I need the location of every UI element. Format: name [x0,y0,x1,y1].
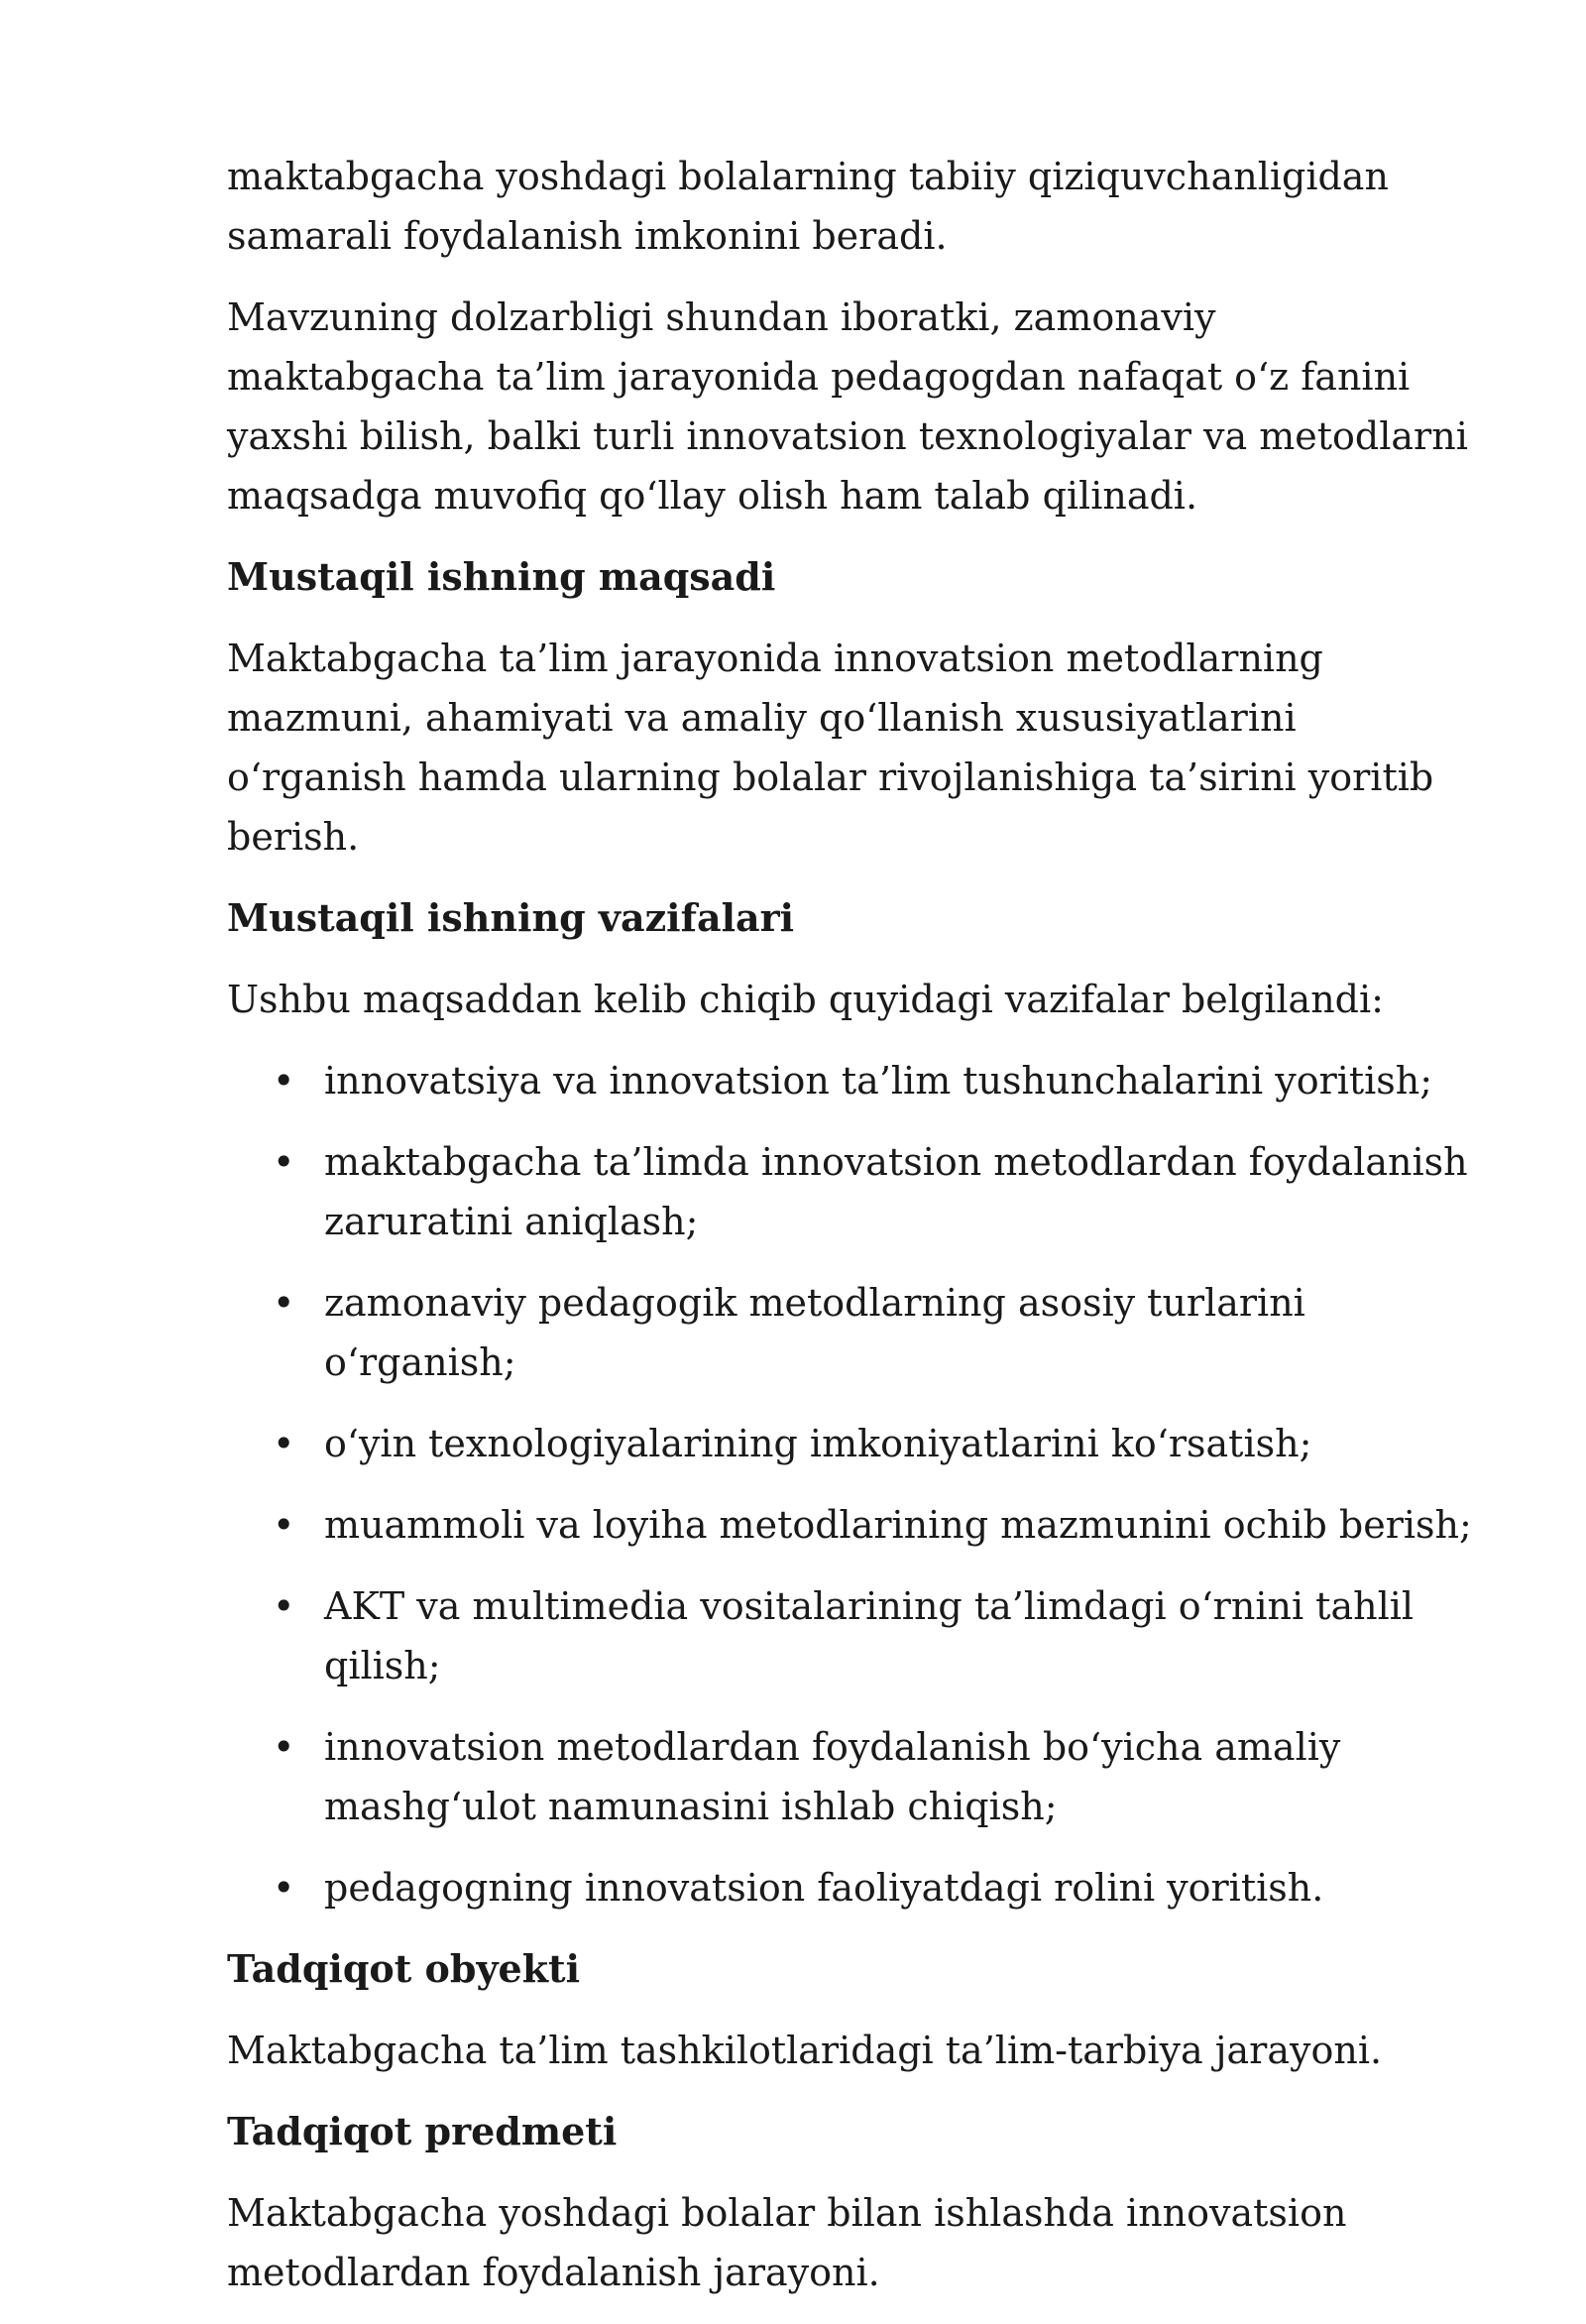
list-item [273,1273,1476,1392]
bullet-icon: • [273,1725,295,1769]
object-paragraph: Maktabgacha ta’lim tashkilotlaridagi ta’lim-tarbiya jarayoni. [227,2029,1383,2072]
bullet-icon: • [273,1503,295,1547]
list-item-text: AKT va multimedia vositalarining ta’limdagi o‘rnini tahlil qilish; [324,1584,1415,1687]
list-item [273,1051,1476,1110]
goal-paragraph: Maktabgacha ta’lim jarayonida innovatsion metodlarning mazmuni, ahamiyati va amaliy qo‘llanish xususiyatlarini o‘rganish hamda ularning bolalar rivojlanishiga ta’sirini yoritib berish. [227,637,1434,859]
list-item [273,1495,1476,1555]
list-item-text: innovatsiya va innovatsion ta’lim tushunchalarini yoritish; [324,1059,1433,1103]
bullet-icon: • [273,1584,295,1628]
list-item-text: maktabgacha ta’limda innovatsion metodlardan foydalanish zaruratini aniqlash; [324,1140,1468,1243]
list-item [273,1717,1476,1836]
list-item [273,1132,1476,1251]
list-item-text: muammoli va loyiha metodlarining mazmunini ochib berish; [324,1503,1472,1547]
subject-heading: Tadqiqot predmeti [227,2109,618,2153]
document-page [227,147,1476,2324]
object-heading: Tadqiqot obyekti [227,1946,581,1991]
list-item [273,1858,1476,1917]
tasks-list [227,1051,1476,1917]
intro-continuation-paragraph: maktabgacha yoshdagi bolalarning tabiiy qiziquvchanligidan samarali foydalanish imkonini beradi. [227,155,1389,258]
bullet-icon: • [273,1281,295,1325]
list-item [273,1414,1476,1473]
subject-paragraph: Maktabgacha yoshdagi bolalar bilan ishlashda innovatsion metodlardan foydalanish jarayoni. [227,2191,1347,2294]
bullet-icon: • [273,1140,295,1184]
bullet-icon: • [273,1059,295,1103]
list-item-text: o‘yin texnologiyalarining imkoniyatlarini ko‘rsatish; [324,1422,1312,1465]
tasks-heading: Mustaqil ishning vazifalari [227,895,795,940]
tasks-intro: Ushbu maqsaddan kelib chiqib quyidagi vazifalar belgilandi: [227,978,1384,1021]
list-item-text: zamonaviy pedagogik metodlarning asosiy turlarini o‘rganish; [324,1281,1305,1384]
bullet-icon: • [273,1422,295,1465]
list-item [273,1576,1476,1695]
relevance-paragraph: Mavzuning dolzarbligi shundan iboratki, zamonaviy maktabgacha ta’lim jarayonida pedagogdan nafaqat o‘z fanini yaxshi bilish, balki turli innovatsion texnologiyalar va metodlarni maqsadga muvofiq qo‘llay olish ham talab qilinadi. [227,295,1468,518]
bullet-icon: • [273,1866,295,1910]
goal-heading: Mustaqil ishning maqsadi [227,554,776,599]
list-item-text: pedagogning innovatsion faoliyatdagi rolini yoritish. [324,1866,1324,1910]
list-item-text: innovatsion metodlardan foydalanish bo‘yicha amaliy mashg‘ulot namunasini ishlab chiqish; [324,1725,1341,1828]
